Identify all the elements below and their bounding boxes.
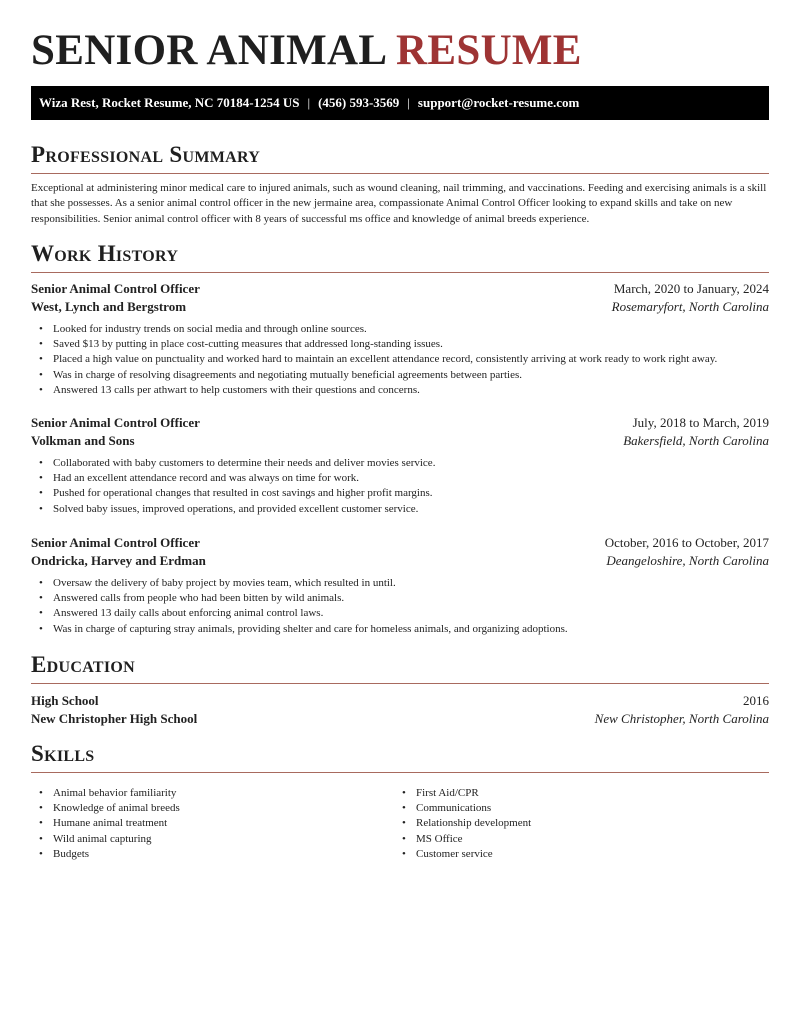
job-title: Senior Animal Control Officer <box>31 281 200 296</box>
list-item: • Oversaw the delivery of baby project by movies team, which resulted in until. <box>31 576 769 591</box>
summary-text: Exceptional at administering minor medical care to injured animals, such as wound cleaning, nail trimming, and vaccinations. Feeding and exercising animals is a skill that she possesses. As a senior animal control officer in the new jermaine area, compassionate Animal Control Officer looking to expand skills and take on new responsibilities. Senior animal control officer with 8 years of successful ms office and knowledge of animal breeds experience. <box>31 182 767 225</box>
job-title: Senior Animal Control Officer <box>31 535 200 550</box>
list-item: • Solved baby issues, improved operations, and provided excellent customer service. <box>31 502 769 517</box>
job-entry <box>31 534 769 637</box>
contact-separator: | <box>407 95 410 110</box>
list-item: • Answered 13 calls per athwart to help customers with their questions and concerns. <box>31 383 769 398</box>
education-heading: Education <box>31 652 135 677</box>
list-item: • Was in charge of resolving disagreements and negotiating mutually beneficial agreements between parties. <box>31 368 769 383</box>
job-company: Ondricka, Harvey and Erdman <box>31 553 206 568</box>
list-item: • Pushed for operational changes that resulted in cost savings and higher profit margins. <box>31 486 769 501</box>
list-item: • Saved $13 by putting in place cost-cutting measures that addressed long-standing issues. <box>31 337 769 352</box>
contact-separator: | <box>307 95 311 110</box>
education-location: New Christopher, North Carolina <box>594 711 769 726</box>
title-primary: SENIOR ANIMAL <box>31 27 385 74</box>
job-title: Senior Animal Control Officer <box>31 415 200 430</box>
list-item: • Had an excellent attendance record and was always on time for work. <box>31 471 769 486</box>
job-dates: March, 2020 to January, 2024 <box>613 281 769 296</box>
skills-heading: Skills <box>31 741 95 766</box>
education-entry <box>31 692 769 728</box>
skills-section-header <box>31 741 769 773</box>
job-bullets <box>31 322 769 398</box>
list-item: • Humane animal treatment <box>31 816 394 831</box>
list-item: • First Aid/CPR <box>394 786 757 801</box>
education-year: 2016 <box>743 693 769 708</box>
contact-email: support@rocket-resume.com <box>417 95 580 110</box>
list-item: • Collaborated with baby customers to determine their needs and deliver movies service. <box>31 456 769 471</box>
list-item: • Answered 13 daily calls about enforcing animal control laws. <box>31 606 769 621</box>
list-item: • Communications <box>394 801 757 816</box>
list-item: • Budgets <box>31 847 394 862</box>
list-item: • Relationship development <box>394 816 757 831</box>
job-bullets <box>31 576 769 637</box>
education-section-header <box>31 652 769 684</box>
work-heading: Work History <box>31 241 179 266</box>
list-item: • Wild animal capturing <box>31 832 394 847</box>
job-dates: July, 2018 to March, 2019 <box>632 415 769 430</box>
contact-phone: (456) 593-3569 <box>318 95 400 110</box>
contact-bar <box>31 86 769 120</box>
list-item: • Animal behavior familiarity <box>31 786 394 801</box>
skills-column-left <box>31 786 394 862</box>
job-location: Deangeloshire, North Carolina <box>606 553 769 568</box>
list-item: • Was in charge of capturing stray animals, providing shelter and care for homeless animals, and organizing adoptions. <box>31 622 769 637</box>
list-item: • Looked for industry trends on social media and through online sources. <box>31 322 769 337</box>
list-item: • Customer service <box>394 847 757 862</box>
resume-title <box>31 27 582 75</box>
job-company: Volkman and Sons <box>31 433 135 448</box>
summary-heading: Professional Summary <box>31 142 261 167</box>
job-company: West, Lynch and Bergstrom <box>31 299 187 314</box>
list-item: • Knowledge of animal breeds <box>31 801 394 816</box>
job-entry <box>31 414 769 517</box>
job-location: Bakersfield, North Carolina <box>623 433 769 448</box>
job-entry <box>31 280 769 398</box>
title-accent: RESUME <box>396 27 582 74</box>
skills-column-right <box>394 786 757 862</box>
work-section-header <box>31 241 769 273</box>
job-location: Rosemaryfort, North Carolina <box>611 299 769 314</box>
education-degree: High School <box>31 693 99 708</box>
education-school: New Christopher High School <box>31 711 198 726</box>
skills-list <box>31 780 769 862</box>
list-item: • Placed a high value on punctuality and worked hard to maintain an excellent attendance record, consistently arriving at work ready to work right away. <box>31 352 769 367</box>
job-dates: October, 2016 to October, 2017 <box>604 535 769 550</box>
contact-address: Wiza Rest, Rocket Resume, NC 70184-1254 US <box>39 95 300 110</box>
list-item: • MS Office <box>394 832 757 847</box>
job-bullets <box>31 456 769 517</box>
list-item: • Answered calls from people who had been bitten by wild animals. <box>31 591 769 606</box>
summary-section-header <box>31 142 769 174</box>
